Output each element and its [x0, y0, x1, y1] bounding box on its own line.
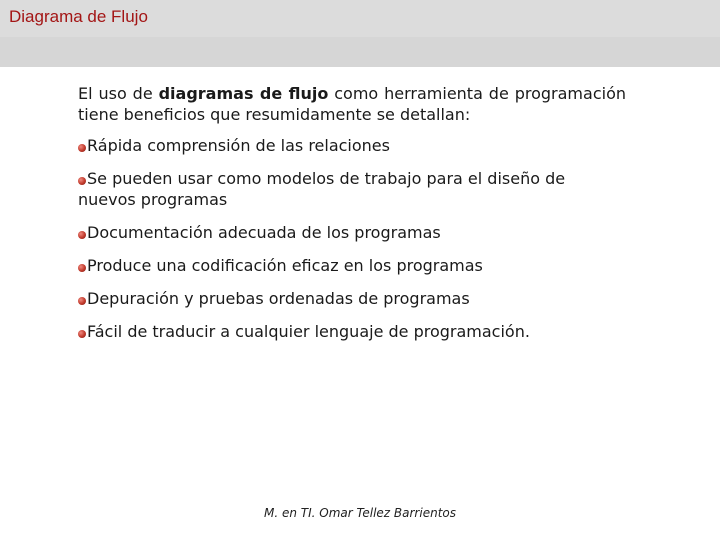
list-item	[78, 168, 626, 210]
list-item-text: Documentación adecuada de los programas	[87, 223, 441, 242]
title-sub-bar	[0, 37, 720, 67]
intro-paragraph	[78, 83, 626, 125]
list-item-text: Fácil de traducir a cualquier lenguaje de programación.	[87, 322, 530, 341]
list-item	[78, 255, 626, 276]
list-item	[78, 288, 626, 309]
intro-prefix: El uso de	[78, 84, 159, 103]
bullet-icon	[78, 231, 86, 239]
list-item	[78, 135, 626, 156]
footer-author: M. en TI. Omar Tellez Barrientos	[264, 506, 456, 520]
list-item	[78, 321, 626, 342]
intro-bold-term: diagramas de flujo	[158, 84, 329, 103]
intro-suffix: como herramienta de programación tiene beneficios que resumidamente se detallan:	[78, 84, 626, 124]
slide-title: Diagrama de Flujo	[9, 7, 148, 26]
list-item-text: Rápida comprensión de las relaciones	[87, 136, 390, 155]
benefits-list	[78, 135, 626, 342]
list-item-text: Depuración y pruebas ordenadas de programas	[87, 289, 470, 308]
title-bar	[0, 0, 720, 37]
list-item-text: Produce una codificación eficaz en los programas	[87, 256, 483, 275]
bullet-icon	[78, 144, 86, 152]
list-item-text: Se pueden usar como modelos de trabajo para el diseño de nuevos programas	[78, 169, 566, 209]
bullet-icon	[78, 297, 86, 305]
bullet-icon	[78, 264, 86, 272]
list-item	[78, 222, 626, 243]
bullet-icon	[78, 330, 86, 338]
slide-content	[78, 83, 626, 342]
bullet-icon	[78, 177, 86, 185]
